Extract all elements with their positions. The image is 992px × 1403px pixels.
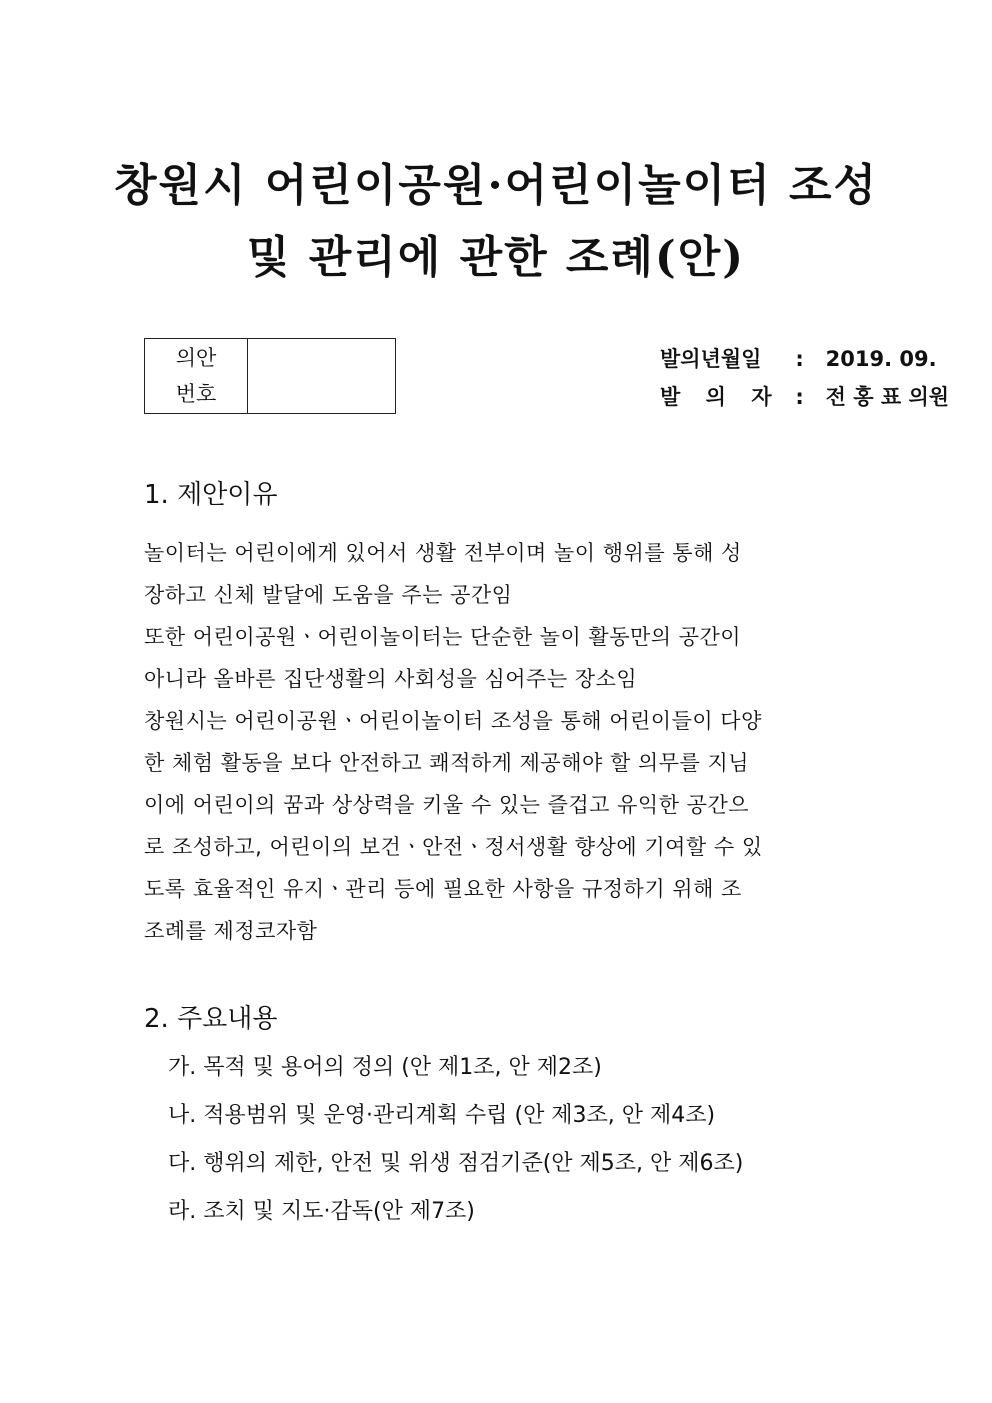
proposal-date-row	[660, 340, 949, 378]
section-heading-contents: 2. 주요내용	[144, 1004, 278, 1034]
contents-list	[168, 1044, 743, 1236]
list-item: 라. 조치 및 지도·감독(안 제7조)	[168, 1199, 475, 1224]
reason-line: 도록 효율적인 유지ㆍ관리 등에 필요한 사항을 규정하기 위해 조	[144, 877, 742, 901]
proposer-label: 발 의 자	[660, 385, 781, 409]
title-line-1: 창원시 어린이공원·어린이놀이터 조성	[113, 160, 879, 211]
reason-line: 장하고 신체 발달에 도움을 주는 공간임	[144, 583, 513, 607]
list-item: 가. 목적 및 용어의 정의 (안 제1조, 안 제2조)	[168, 1055, 602, 1080]
proposal-info	[660, 340, 949, 416]
reason-line: 한 체험 활동을 보다 안전하고 쾌적하게 제공해야 할 의무를 지님	[144, 751, 750, 775]
reason-line: 이에 어린이의 꿈과 상상력을 키울 수 있는 즐겁고 유익한 공간으	[144, 793, 750, 817]
document-title	[0, 150, 992, 294]
proposal-date-label: 발의년월일	[660, 347, 762, 371]
reason-paragraph	[144, 532, 864, 952]
proposal-date-value: 2019. 09.	[825, 347, 937, 371]
proposer-value: 전 홍 표 의원	[825, 385, 950, 409]
colon: :	[795, 347, 819, 371]
section-heading-reason: 1. 제안이유	[144, 480, 278, 510]
colon: :	[795, 385, 819, 409]
title-line-2: 및 관리에 관한 조례(안)	[246, 232, 746, 283]
list-item: 나. 적용범위 및 운영·관리계획 수립 (안 제3조, 안 제4조)	[168, 1103, 716, 1128]
bill-label-line-2: 번호	[175, 382, 217, 406]
reason-line: 또한 어린이공원ㆍ어린이놀이터는 단순한 놀이 활동만의 공간이	[144, 625, 742, 649]
reason-line: 로 조성하고, 어린이의 보건ㆍ안전ㆍ정서생활 향상에 기여할 수 있	[144, 835, 763, 859]
bill-number-box	[144, 338, 396, 414]
bill-label-line-1: 의안	[175, 346, 217, 370]
bill-number-value	[248, 339, 396, 414]
list-item: 다. 행위의 제한, 안전 및 위생 점검기준(안 제5조, 안 제6조)	[168, 1151, 744, 1176]
reason-line: 조례를 제정코자함	[144, 919, 318, 943]
reason-line: 아니라 올바른 집단생활의 사회성을 심어주는 장소임	[144, 667, 638, 691]
reason-line: 놀이터는 어린이에게 있어서 생활 전부이며 놀이 행위를 통해 성	[144, 541, 742, 565]
bill-number-label	[145, 339, 248, 414]
proposer-row	[660, 378, 949, 416]
reason-line: 창원시는 어린이공원ㆍ어린이놀이터 조성을 통해 어린이들이 다양	[144, 709, 762, 733]
